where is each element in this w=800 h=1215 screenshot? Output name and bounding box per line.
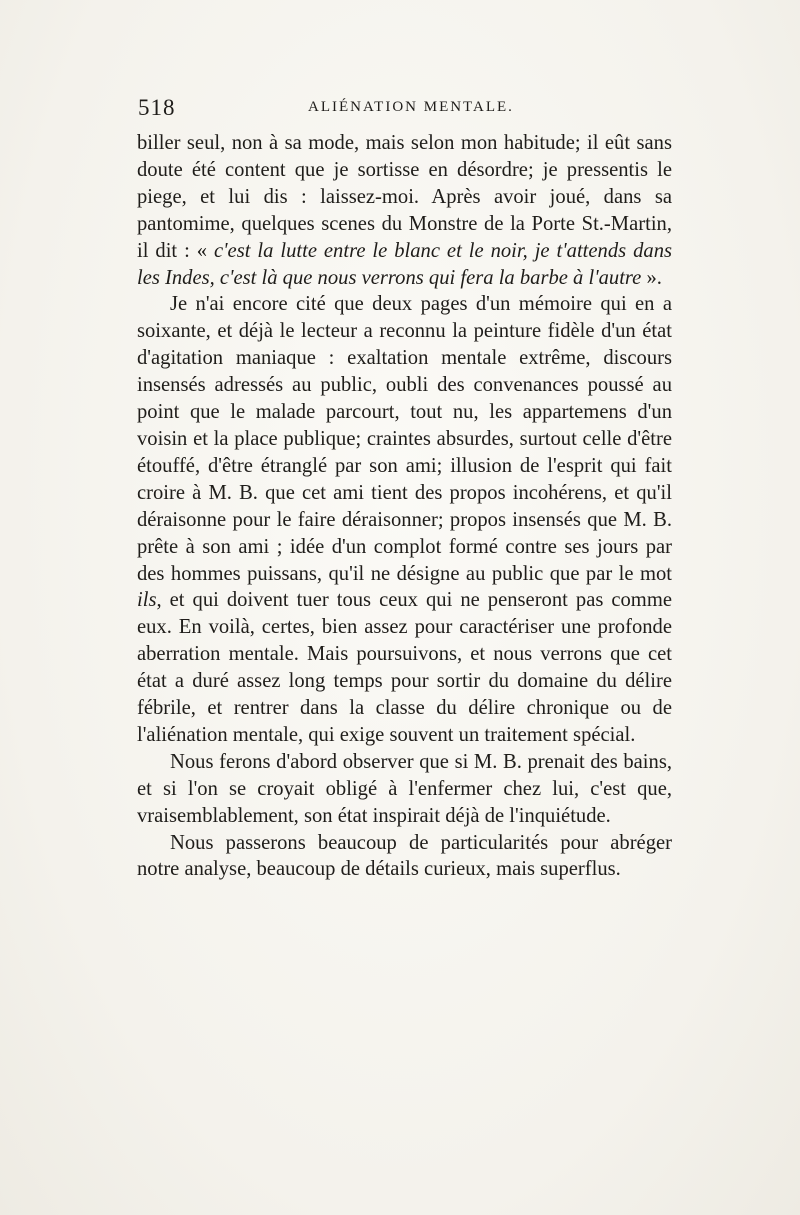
page-number: 518 [138, 95, 176, 120]
text-run: Je n'ai encore cité que deux pages d'un mémoire qui en a soixante, et déjà le lecteur a reconnu la peinture fidèle d'un état d'agitation maniaque : exaltation mentale extrême, discours insensés adressés au public, oubli des convenances poussé au point que le malade parcourt, tout nu, les appartemens d'un voisin et la place publique; craintes absurdes, surtout celle d'être étouffé, d'être étranglé par son ami; illusion de l'esprit qui fait croire à M. B. que cet ami tient des propos incohérens, et qu'il déraisonne pour le faire déraisonner; propos insensés que M. B. prête à son ami ; idée d'un complot formé contre ses jours par des hommes puissans, qu'il ne désigne au public que par le mot [137, 293, 672, 585]
text-run: Nous passerons beaucoup de particularités pour abréger notre analyse, beaucoup de détails curieux, mais superflus. [137, 831, 672, 881]
paragraph [137, 130, 672, 291]
italic-quote: c'est la lutte entre le blanc et le noir, je t'attends dans les Indes, c'est là que nous verrons qui fera la barbe à l'autre [137, 239, 673, 289]
paragraph [137, 291, 672, 748]
running-head: ALIÉNATION MENTALE. [308, 99, 514, 115]
text-run: , et qui doivent tuer tous ceux qui ne penseront pas comme eux. En voilà, certes, bien assez pour caractériser une profonde aberration mentale. Mais poursuivons, et nous verrons que cet état a duré assez long temps pour sortir du domaine du délire fébrile, et rentrer dans la classe du délire chronique ou de l'aliénation mentale, qui exige souvent un traitement spécial. [137, 589, 672, 746]
text-run: ». [641, 266, 662, 289]
text-run: biller seul, non à sa mode, mais selon mon habitude; il eût sans doute été content que je sortisse en désordre; je pressentis le piege, et lui dis : laissez-moi. Après avoir joué, dans sa pantomime, quelques scenes du Monstre de la Porte St.-Martin, il dit : « [137, 132, 672, 262]
text-run: Nous ferons d'abord observer que si M. B. prenait des bains, et si l'on se croyait obligé à l'enfermer chez lui, c'est que, vraisemblablement, son état inspirait déjà de l'inquiétude. [137, 750, 672, 827]
paragraph [137, 749, 672, 830]
body-text [137, 130, 672, 883]
italic-word: ils [137, 589, 157, 612]
page-header [138, 95, 674, 125]
paragraph [137, 830, 672, 884]
